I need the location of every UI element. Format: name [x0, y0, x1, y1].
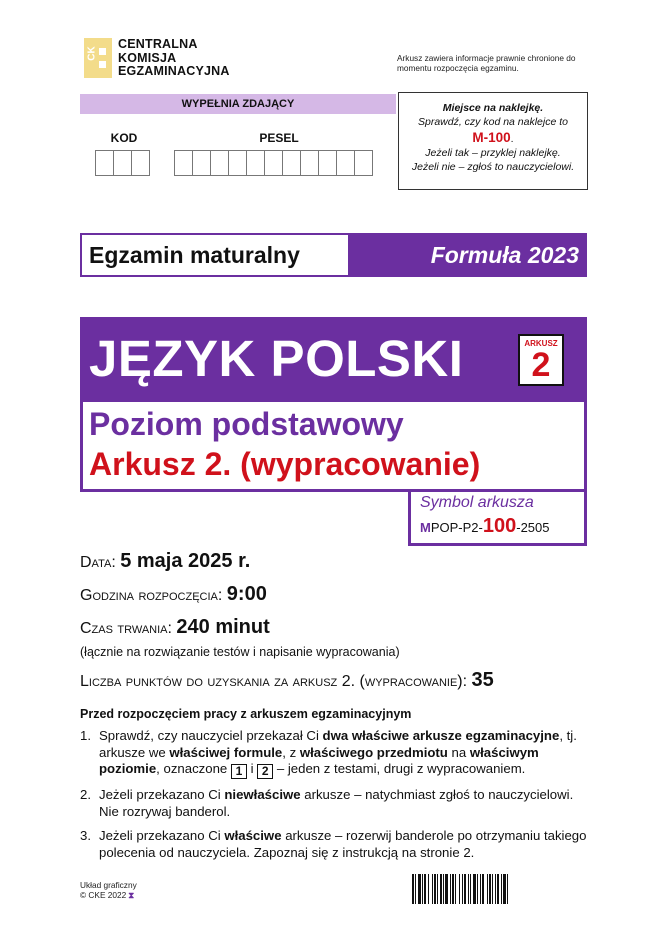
time-value: 9:00 — [226, 583, 267, 605]
duration-value: 240 minut — [176, 616, 270, 638]
exam-type: Egzamin maturalny — [82, 235, 348, 275]
arkusz-badge — [518, 334, 564, 386]
bold-text: dwa właściwe arkusze egzaminacyjne — [322, 728, 560, 743]
protected-note: Arkusz zawiera informacje prawnie chronione do momentu rozpoczęcia egzaminu. — [397, 53, 576, 73]
instruction-item — [80, 828, 590, 861]
instructions-list — [80, 728, 590, 869]
pesel-box[interactable] — [318, 150, 337, 176]
exam-date — [80, 550, 250, 573]
points-label: Liczba punktów do uzyskania za arkusz 2. (wypracowanie): — [80, 673, 468, 690]
pesel-box[interactable] — [174, 150, 193, 176]
text: , oznaczone — [156, 761, 231, 776]
duration-note: (łącznie na rozwiązanie testów i napisanie wypracowania) — [80, 645, 400, 659]
pesel-box[interactable] — [246, 150, 265, 176]
exam-banner — [80, 233, 587, 277]
text: – jeden z testami, drugi z wypracowaniem. — [273, 761, 526, 776]
sticker-title: Miejsce na naklejkę. — [442, 102, 544, 114]
sticker-line-1: Sprawdź, czy kod na naklejce to — [418, 116, 568, 128]
time-label: Godzina rozpoczęcia: — [80, 587, 223, 604]
bold-text: właściwego przedmiotu — [299, 744, 448, 760]
pesel-box[interactable] — [210, 150, 229, 176]
symbol-prefix-m: M — [420, 520, 431, 535]
text: Jeżeli przekazano Ci — [99, 787, 225, 802]
symbol-suffix: -2505 — [516, 520, 550, 535]
kod-box[interactable] — [131, 150, 150, 176]
cke-logo-mark-icon — [84, 38, 112, 78]
logo-mark-text: CK — [86, 46, 98, 61]
pesel-box[interactable] — [228, 150, 247, 176]
logo-text — [118, 38, 230, 79]
bold-text: niewłaściwe — [224, 787, 301, 802]
symbol-prefix: POP-P2- — [430, 520, 483, 535]
credit-line-2: © CKE 2022 — [80, 890, 127, 900]
exam-formula: Formuła 2023 — [348, 235, 585, 275]
hourglass-icon: ⧗ — [128, 890, 135, 900]
sheet-1-marker: 1 — [231, 764, 247, 779]
sheet-title: Arkusz 2. (wypracowanie) — [89, 446, 481, 482]
item-number: 1. — [80, 728, 91, 743]
points-value: 35 — [471, 669, 494, 691]
bold-text: właściwe — [224, 828, 282, 843]
sticker-area — [398, 92, 588, 190]
exam-points — [80, 669, 494, 692]
date-value: 5 maja 2025 r. — [120, 550, 251, 572]
footer-credit — [80, 880, 137, 900]
subject-level: Poziom podstawowy — [89, 406, 404, 442]
sticker-code: M-100 — [472, 130, 511, 145]
subject-block — [80, 317, 587, 492]
credit-line-1: Układ graficzny — [80, 880, 137, 890]
kod-box[interactable] — [113, 150, 132, 176]
text: i — [246, 761, 258, 776]
instructions-title: Przed rozpoczęciem pracy z arkuszem egzaminacyjnym — [80, 707, 412, 721]
kod-label: KOD — [110, 131, 138, 145]
sheet-symbol — [408, 489, 587, 546]
duration-label: Czas trwania: — [80, 620, 172, 637]
date-label: Data: — [80, 554, 116, 571]
pesel-box[interactable] — [282, 150, 301, 176]
sticker-code-suffix: . — [510, 133, 514, 145]
pesel-box[interactable] — [354, 150, 373, 176]
instruction-item — [80, 728, 590, 779]
text: arkusze – rozerwij banderole po otrzymaniu takiego polecenia od nauczyciela. Zapoznaj się z instrukcją na stronie 2. — [99, 828, 587, 860]
exam-duration — [80, 616, 270, 639]
symbol-highlight: 100 — [482, 515, 517, 537]
pesel-input-boxes[interactable] — [174, 150, 372, 176]
exam-start-time — [80, 583, 267, 606]
pesel-box[interactable] — [264, 150, 283, 176]
text: na — [447, 744, 470, 760]
text: arkusze – natychmiast zgłoś to nauczycielowi. Nie rozrywaj banderol. — [99, 787, 574, 819]
bold-text: właściwej formule — [169, 744, 283, 760]
instruction-item — [80, 787, 590, 820]
logo-line-2: KOMISJA — [118, 50, 177, 65]
text: Sprawdź, czy nauczyciel przekazał Ci — [99, 728, 323, 743]
kod-box[interactable] — [95, 150, 114, 176]
pesel-box[interactable] — [336, 150, 355, 176]
arkusz-badge-label: ARKUSZ — [524, 339, 558, 348]
sticker-line-2: Jeżeli tak – przyklej naklejkę. — [425, 147, 561, 159]
kod-input-boxes[interactable] — [95, 150, 149, 176]
text: , z — [282, 744, 300, 760]
item-number: 3. — [80, 828, 91, 843]
logo-line-3: EGZAMINACYJNA — [118, 64, 230, 78]
pesel-label: PESEL — [259, 131, 299, 145]
pesel-box[interactable] — [300, 150, 319, 176]
arkusz-badge-number: 2 — [531, 346, 551, 384]
item-number: 2. — [80, 787, 91, 802]
barcode — [412, 874, 580, 904]
sticker-line-3: Jeżeli nie – zgłoś to nauczycielowi. — [411, 161, 575, 173]
bold-text: właściwym poziomie — [99, 744, 539, 776]
pesel-box[interactable] — [192, 150, 211, 176]
sheet-2-marker: 2 — [257, 764, 273, 779]
text: Jeżeli przekazano Ci — [99, 828, 225, 843]
symbol-code — [420, 515, 584, 539]
subject-title: JĘZYK POLSKI — [89, 330, 464, 387]
logo-line-1: CENTRALNA — [118, 37, 198, 51]
cke-logo — [84, 38, 284, 80]
student-fill-header: WYPEŁNIA ZDAJĄCY — [80, 94, 396, 114]
text: , tj. arkusze we — [99, 728, 577, 760]
symbol-label: Symbol arkusza — [420, 494, 534, 511]
